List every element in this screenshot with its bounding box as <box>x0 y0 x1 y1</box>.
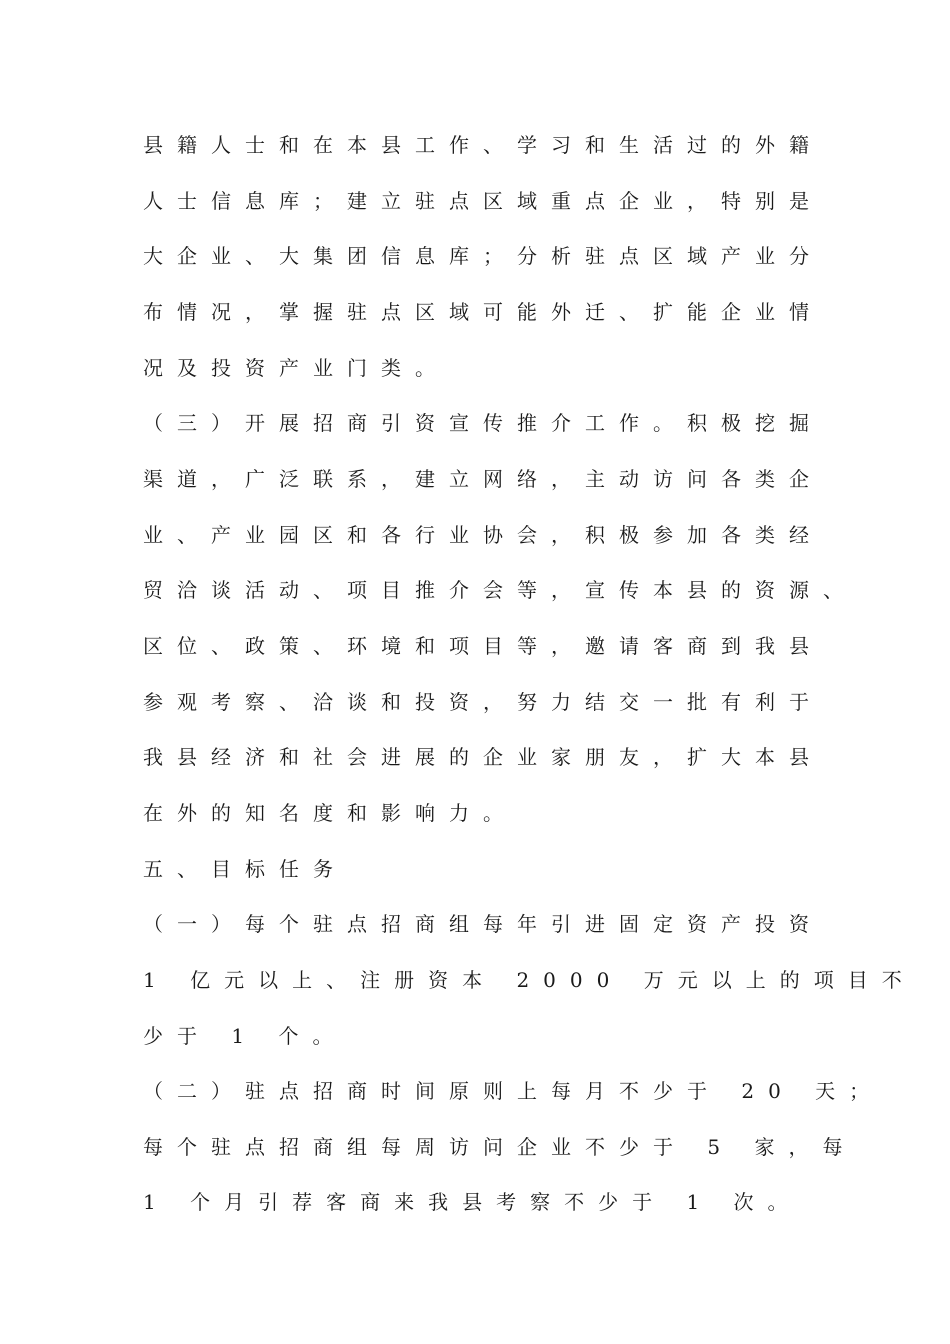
text-line: 业、产业园区和各行业协会，积极参加各类经 <box>143 523 823 547</box>
text-line: 渠道，广泛联系，建立网络，主动访问各类企 <box>143 467 823 491</box>
section-title: 五、目标任务 <box>143 857 347 881</box>
section-heading: （一）每个驻点招商组每年引进固定资产投资 <box>143 912 823 936</box>
section-heading: （三）开展招商引资宣传推介工作。积极挖掘 <box>143 411 823 435</box>
text-line: 少于 1 个。 <box>143 1024 347 1048</box>
section-heading: （二）驻点招商时间原则上每月不少于 20 天； <box>143 1079 884 1103</box>
text-line: 布情况，掌握驻点区域可能外迁、扩能企业情 <box>143 300 823 324</box>
text-line: 贸洽谈活动、项目推介会等，宣传本县的资源、 <box>143 578 857 602</box>
text-line: 县籍人士和在本县工作、学习和生活过的外籍 <box>143 133 823 157</box>
text-line: 每个驻点招商组每周访问企业不少于 5 家，每 <box>143 1135 857 1159</box>
text-line: 参观考察、洽谈和投资，努力结交一批有利于 <box>143 690 823 714</box>
text-line: 1 个月引荐客商来我县考察不少于 1 次。 <box>143 1190 802 1214</box>
text-line: 在外的知名度和影响力。 <box>143 801 517 825</box>
text-line: 人士信息库；建立驻点区域重点企业，特别是 <box>143 189 823 213</box>
text-line: 区位、政策、环境和项目等，邀请客商到我县 <box>143 634 823 658</box>
text-line: 况及投资产业门类。 <box>143 356 449 380</box>
text-line: 大企业、大集团信息库；分析驻点区域产业分 <box>143 244 823 268</box>
text-line: 我县经济和社会进展的企业家朋友，扩大本县 <box>143 745 823 769</box>
text-line: 1 亿元以上、注册资本 2000 万元以上的项目不 <box>143 968 916 992</box>
